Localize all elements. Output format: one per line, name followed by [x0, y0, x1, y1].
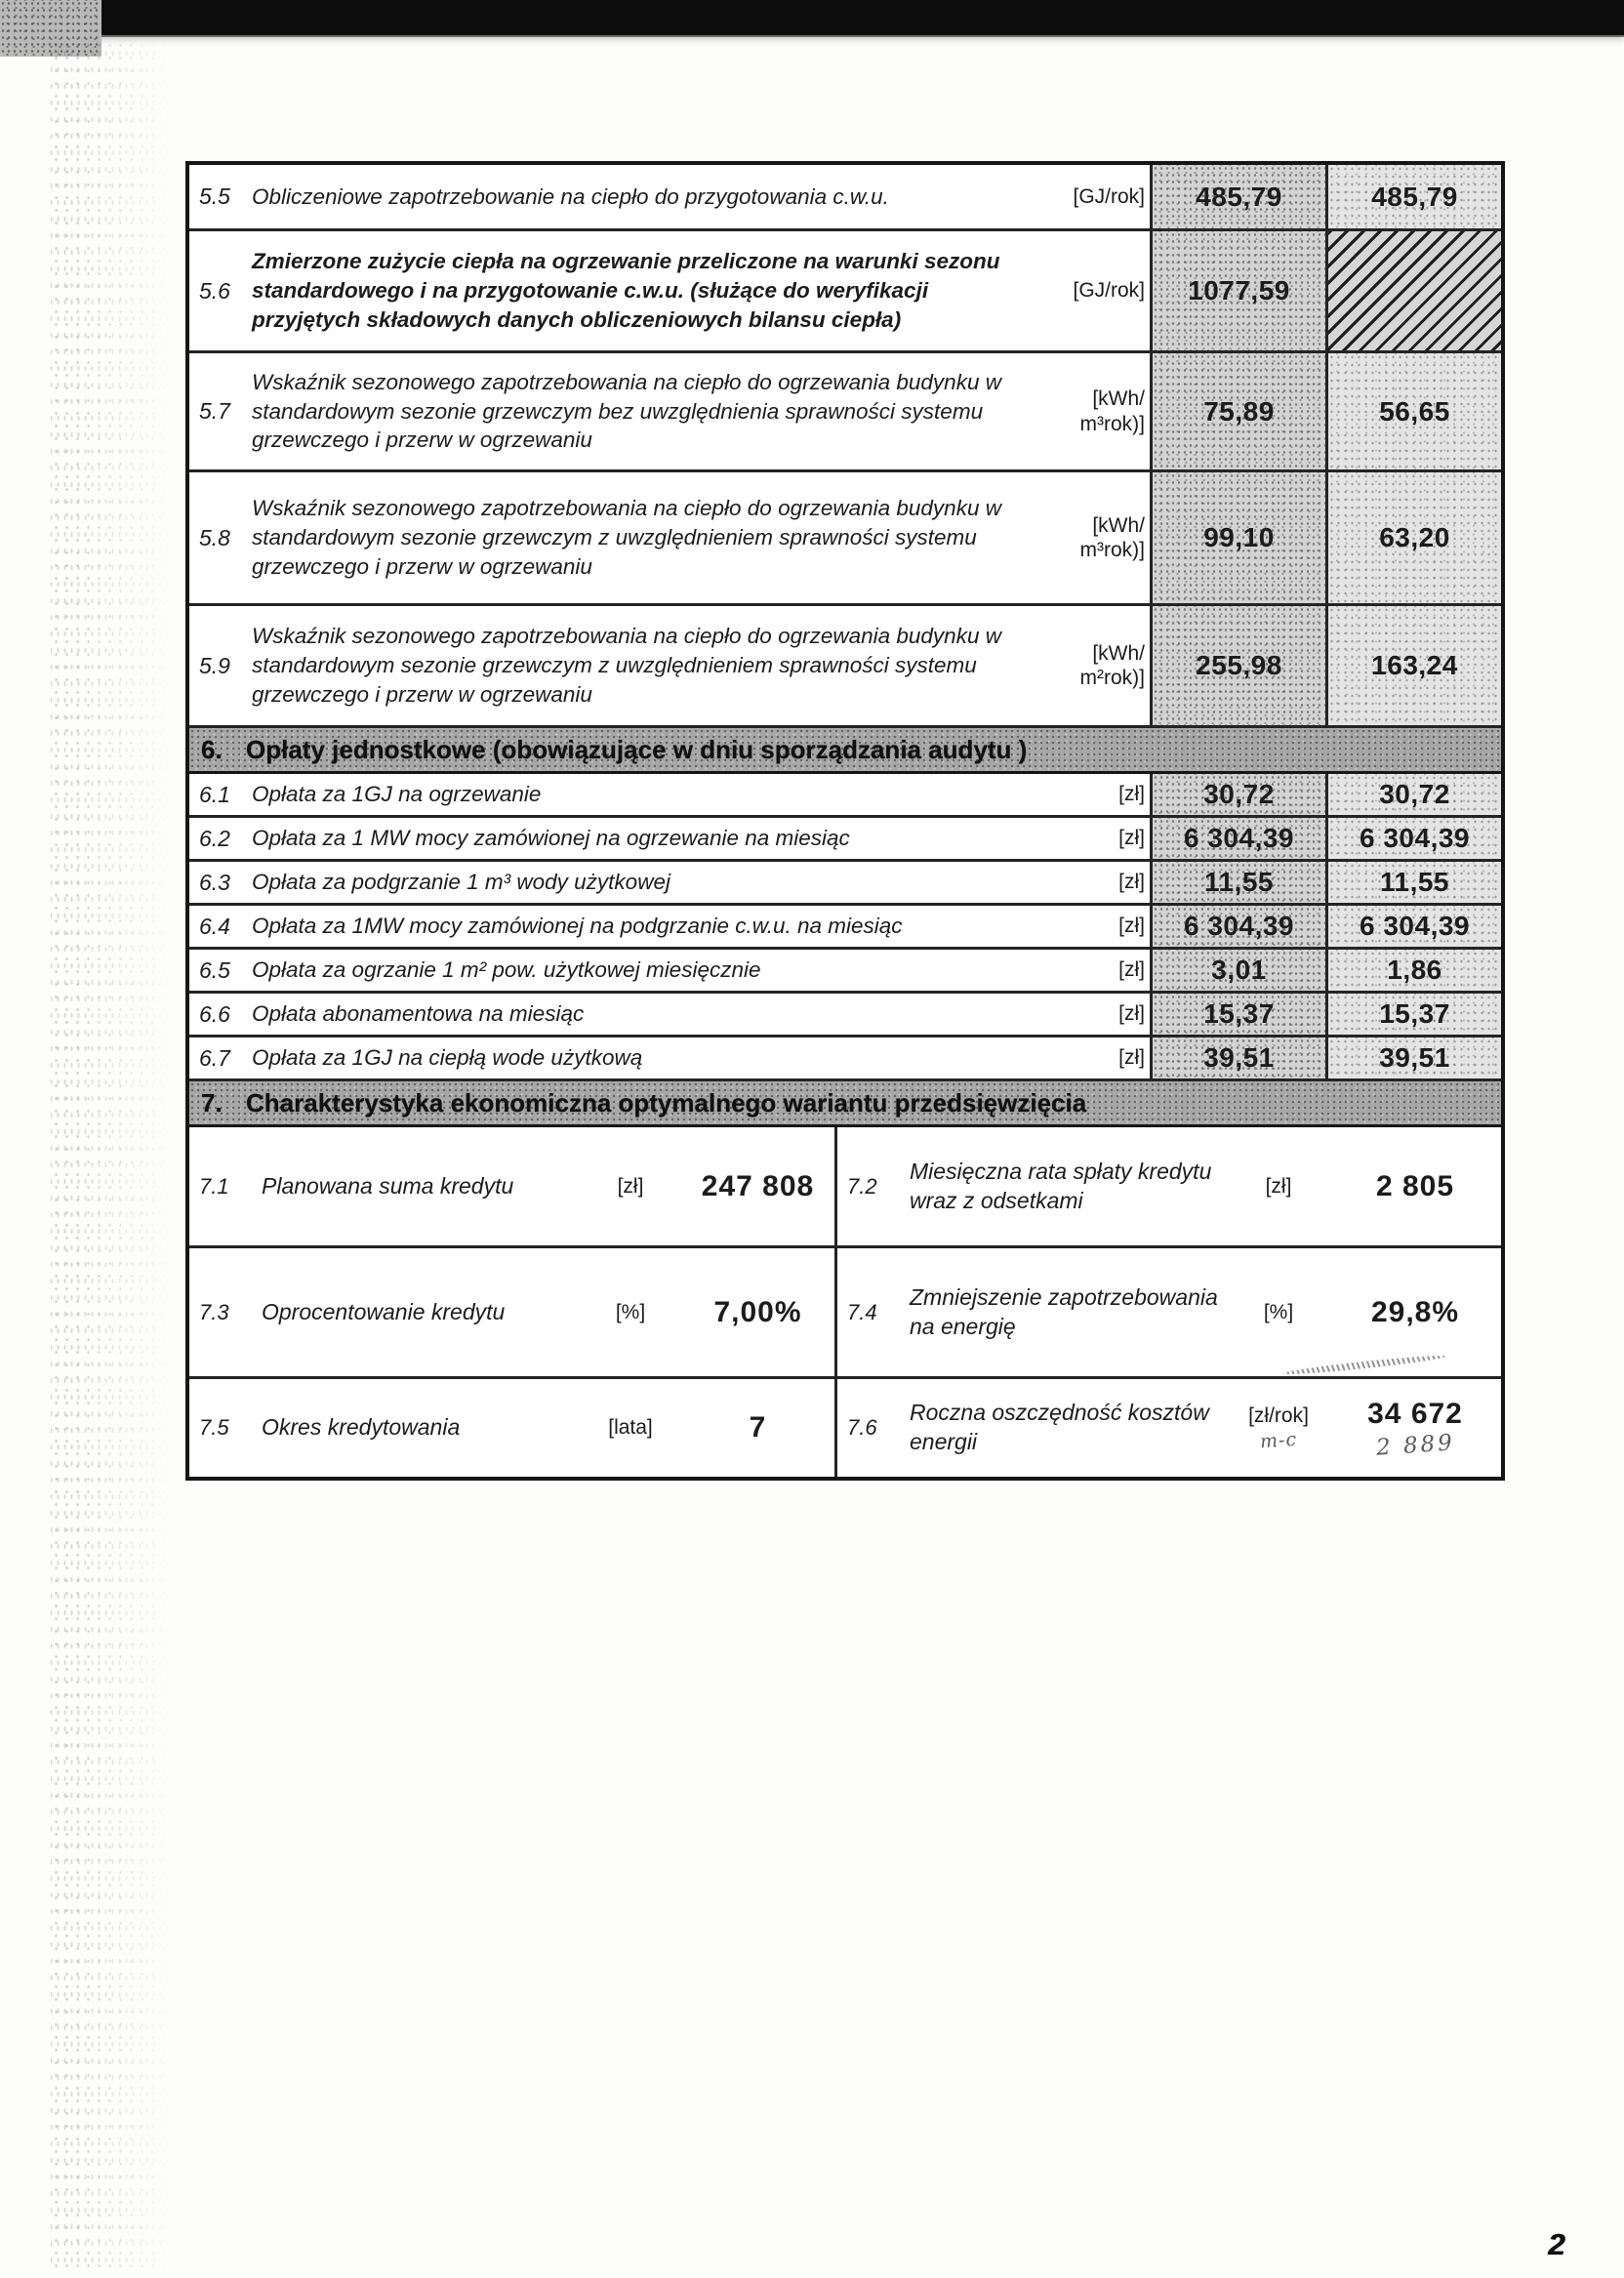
energy-audit-table: [185, 161, 1505, 1481]
value-col1: 75,89: [1150, 353, 1325, 469]
value-col2: 163,24: [1325, 606, 1501, 725]
row-number: 5.6: [199, 277, 230, 304]
value-col1: 3,01: [1150, 950, 1325, 991]
table-row: [189, 862, 1501, 906]
row-description: Oprocentowanie kredytu: [262, 1298, 506, 1324]
value-col1: 15,37: [1150, 994, 1325, 1035]
table-row: [189, 1248, 1501, 1379]
row-unit: [%]: [1263, 1300, 1294, 1323]
section-title: Charakterystyka ekonomiczna optymalnego wariantu przedsięwzięcia: [246, 1087, 1087, 1118]
row-unit: [zł]: [1118, 1046, 1145, 1070]
table-row: [189, 906, 1501, 950]
table-row: [189, 1037, 1501, 1081]
value-col2: 15,37: [1325, 994, 1501, 1035]
row-description: Opłata za podgrzanie 1 m³ wody użytkowej: [252, 870, 670, 895]
table-row: [189, 1379, 1501, 1477]
economic-cell-7-1: [189, 1127, 837, 1245]
hatched-empty-cell: [1325, 231, 1501, 350]
row-description: Miesięczna rata spłaty kredytu wraz z odsetkami: [910, 1158, 1212, 1213]
row-unit: [zł]: [1118, 871, 1145, 894]
row-unit: [zł]: [617, 1174, 644, 1198]
value-col2: 1,86: [1325, 950, 1501, 991]
row-number: 6.2: [199, 825, 230, 851]
unit-label: [zł/rok]: [1248, 1404, 1309, 1427]
handwritten-note-value: 2 889: [1374, 1430, 1456, 1461]
row-unit: [kWh/ m³rok)]: [1079, 387, 1145, 435]
row-number: 6.7: [199, 1044, 230, 1071]
row-description: Roczna oszczędność kosztów energii: [910, 1400, 1209, 1454]
row-unit: [zł]: [1118, 915, 1145, 938]
row-number: 6.6: [199, 1000, 230, 1027]
row-number: 6.3: [199, 869, 230, 895]
row-unit: [lata]: [608, 1416, 653, 1439]
value-col2: 485,79: [1325, 165, 1501, 228]
table-row: [189, 818, 1501, 862]
row-number: 6.1: [199, 781, 230, 807]
scan-noise-left-margin: [51, 39, 178, 2274]
row-unit: [%]: [615, 1300, 646, 1323]
table-row: [189, 353, 1501, 472]
row-number: 6.4: [199, 913, 230, 939]
row-unit: [zł]: [1118, 827, 1145, 850]
value-col2: 30,72: [1325, 774, 1501, 815]
table-row: [189, 165, 1501, 231]
table-row: [189, 950, 1501, 994]
row-value: 2 805: [1375, 1169, 1455, 1202]
row-description: Opłata za 1GJ na ogrzewanie: [252, 782, 542, 807]
row-number: 5.5: [199, 183, 230, 209]
row-value: 7,00%: [713, 1295, 802, 1328]
economic-cell-7-4: [837, 1248, 1501, 1376]
section-title: Opłaty jednostkowe (obowiązujące w dniu sporządzania audytu ): [246, 734, 1028, 764]
row-number: 7.6: [847, 1415, 877, 1440]
section-number: 7.: [201, 1087, 223, 1118]
value-col1: 99,10: [1150, 472, 1325, 603]
handwritten-squiggle-mark: [1282, 1353, 1446, 1377]
row-unit: [GJ/rok]: [1073, 184, 1145, 208]
row-number: 7.4: [847, 1299, 877, 1324]
row-value: [1329, 1398, 1501, 1461]
row-description: Opłata za 1GJ na ciepłą wode użytkową: [252, 1045, 643, 1071]
row-number: 5.8: [199, 524, 230, 550]
value-col1: 30,72: [1150, 774, 1325, 815]
value-col2: 6 304,39: [1325, 818, 1501, 859]
row-description: Zmniejszenie zapotrzebowania na energię: [910, 1283, 1218, 1339]
table-row: [189, 774, 1501, 818]
section-7-header: [189, 1081, 1501, 1127]
value-col1: 255,98: [1150, 606, 1325, 725]
row-unit: [kWh/ m²rok)]: [1079, 641, 1145, 689]
row-description: Zmierzone zużycie ciepła na ogrzewanie przeliczone na warunki sezonu standardowego i na przygotowanie c.w.u. (służące do weryfikacji przyjętych składowych danych obliczeniowych bilansu ciepła): [252, 249, 1000, 332]
row-number: 6.5: [199, 956, 230, 983]
value-col2: 56,65: [1325, 353, 1501, 469]
row-number: 7.2: [847, 1173, 877, 1199]
handwritten-note-unit: m-c: [1259, 1428, 1298, 1453]
value-col2: 6 304,39: [1325, 906, 1501, 947]
row-number: 7.5: [199, 1415, 229, 1440]
row-description: Okres kredytowania: [262, 1414, 461, 1441]
economic-cell-7-6: [837, 1379, 1501, 1477]
scan-edge-top: [0, 0, 1624, 35]
row-number: 7.3: [199, 1299, 229, 1324]
section-number: 6.: [201, 734, 223, 764]
value-printed: 34 672: [1367, 1398, 1463, 1430]
value-col1: 39,51: [1150, 1037, 1325, 1078]
row-description: Opłata za 1 MW mocy zamówionej na ogrzewanie na miesiąc: [252, 826, 850, 851]
value-col2: 39,51: [1325, 1037, 1501, 1078]
economic-cell-7-2: [837, 1127, 1501, 1245]
row-description: Opłata abonamentowa na miesiąc: [252, 1001, 585, 1027]
row-unit: [1228, 1404, 1329, 1451]
row-unit: [kWh/ m³rok)]: [1079, 513, 1145, 561]
row-value: 247 808: [701, 1169, 815, 1202]
row-value: 7: [749, 1411, 767, 1444]
economic-cell-7-5: [189, 1379, 837, 1477]
table-row: [189, 606, 1501, 728]
row-number: 5.9: [199, 652, 230, 678]
value-col1: 485,79: [1150, 165, 1325, 228]
row-description: Opłata za ogrzanie 1 m² pow. użytkowej miesięcznie: [252, 957, 761, 983]
value-col2: 63,20: [1325, 472, 1501, 603]
row-number: 7.1: [199, 1173, 229, 1199]
value-col1: 6 304,39: [1150, 818, 1325, 859]
row-description: Opłata za 1MW mocy zamówionej na podgrzanie c.w.u. na miesiąc: [252, 914, 903, 939]
row-description: Obliczeniowe zapotrzebowanie na ciepło do przygotowania c.w.u.: [252, 183, 889, 209]
row-description: Wskaźnik sezonowego zapotrzebowania na ciepło do ogrzewania budynku w standardowym sezonie grzewczym z uwzględnieniem sprawności systemu grzewczego i przerw w ogrzewaniu: [252, 496, 1001, 579]
table-row: [189, 994, 1501, 1037]
table-row: [189, 472, 1501, 606]
row-unit: [zł]: [1265, 1174, 1292, 1198]
table-row: [189, 1127, 1501, 1248]
economic-cell-7-3: [189, 1248, 837, 1376]
row-unit: [zł]: [1118, 783, 1145, 806]
row-description: Planowana suma kredytu: [262, 1172, 514, 1199]
row-description: Wskaźnik sezonowego zapotrzebowania na ciepło do ogrzewania budynku w standardowym sezonie grzewczym bez uwzględnienia sprawności systemu grzewczego i przerw w ogrzewaniu: [252, 369, 1001, 453]
page-number: 2: [1548, 2227, 1565, 2261]
row-description: Wskaźnik sezonowego zapotrzebowania na ciepło do ogrzewania budynku w standardowym sezonie grzewczym z uwzględnieniem sprawności systemu grzewczego i przerw w ogrzewaniu: [252, 624, 1001, 707]
row-unit: [GJ/rok]: [1073, 279, 1145, 303]
value-col1: 6 304,39: [1150, 906, 1325, 947]
value-col1: 11,55: [1150, 862, 1325, 903]
row-value: 29,8%: [1370, 1295, 1460, 1328]
value-col1: 1077,59: [1150, 231, 1325, 350]
section-6-header: [189, 728, 1501, 774]
table-row: [189, 231, 1501, 353]
row-unit: [zł]: [1118, 958, 1145, 982]
row-unit: [zł]: [1118, 1002, 1145, 1026]
row-number: 5.7: [199, 398, 230, 424]
value-col2: 11,55: [1325, 862, 1501, 903]
